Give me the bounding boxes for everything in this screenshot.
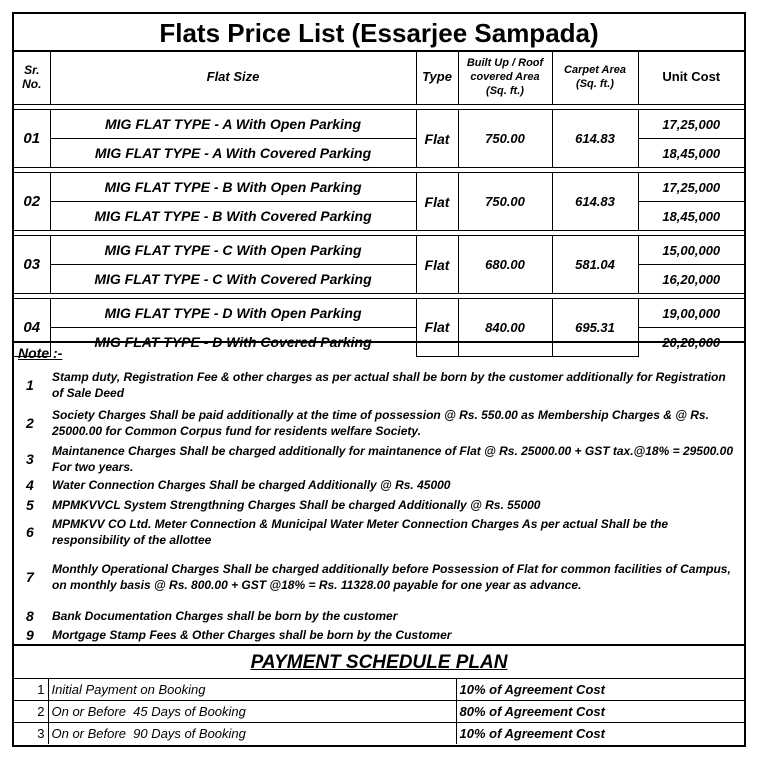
note-number: 2	[26, 415, 34, 431]
table-row	[14, 173, 744, 202]
note-text: Society Charges Shall be paid additionally at the time of possession @ Rs. 550.00 as Membership Charges & @ Rs. 25000.00 for Common Corpus fund for residents welfare Society.	[52, 408, 709, 438]
table-row	[14, 236, 744, 265]
flat-type: Flat	[416, 299, 458, 357]
payment-number: 1	[14, 679, 48, 701]
header-built-up: Built Up / Roof covered Area (Sq. ft.)	[458, 50, 552, 105]
flat-size: MIG FLAT TYPE - A With Open Parking	[50, 110, 416, 139]
flat-type: Flat	[416, 236, 458, 294]
flat-size: MIG FLAT TYPE - D With Covered Parking	[50, 328, 416, 357]
table-row	[14, 679, 744, 701]
header-type: Type	[416, 50, 458, 105]
note-number: 3	[26, 451, 34, 467]
unit-cost: 19,00,000	[638, 299, 744, 328]
unit-cost: 17,25,000	[638, 173, 744, 202]
carpet-area: 695.31	[552, 299, 638, 357]
note-text: MPMKVVCL System Strengthning Charges Shall be charged Additionally @ Rs. 55000	[52, 498, 541, 512]
flat-size: MIG FLAT TYPE - A With Covered Parking	[50, 139, 416, 168]
table-row	[14, 299, 744, 328]
price-table-header	[14, 50, 744, 105]
unit-cost: 15,00,000	[638, 236, 744, 265]
note-number: 4	[26, 477, 34, 493]
payment-amount: 80% of Agreement Cost	[456, 701, 744, 723]
note-number: 9	[26, 627, 34, 643]
header-sr: Sr. No.	[14, 50, 50, 105]
flat-size: MIG FLAT TYPE - D With Open Parking	[50, 299, 416, 328]
note-text: Bank Documentation Charges shall be born by the customer	[52, 609, 398, 623]
sr-no: 03	[14, 236, 50, 294]
note-number: 7	[26, 569, 34, 585]
payment-schedule-title: PAYMENT SCHEDULE PLAN	[14, 646, 744, 679]
sr-no: 02	[14, 173, 50, 231]
payment-amount: 10% of Agreement Cost	[456, 679, 744, 701]
carpet-area: 614.83	[552, 173, 638, 231]
table-row	[14, 701, 744, 723]
flat-size: MIG FLAT TYPE - B With Open Parking	[50, 173, 416, 202]
note-text: Maintanence Charges Shall be charged additionally for maintanence of Flat @ Rs. 25000.00 + GST tax.@18% = 29500.00 For two years.	[52, 444, 733, 474]
header-unit-cost: Unit Cost	[638, 50, 744, 105]
unit-cost: 18,45,000	[638, 139, 744, 168]
payment-stage: On or Before 90 Days of Booking	[48, 723, 456, 745]
price-table	[14, 50, 744, 357]
table-row	[14, 723, 744, 745]
notes-heading: Note :-	[18, 345, 63, 361]
unit-cost: 18,45,000	[638, 202, 744, 231]
built-up-area: 840.00	[458, 299, 552, 357]
payment-number: 2	[14, 701, 48, 723]
flat-size: MIG FLAT TYPE - C With Open Parking	[50, 236, 416, 265]
sr-no: 04	[14, 299, 50, 357]
note-text: MPMKVV CO Ltd. Meter Connection & Municipal Water Meter Connection Charges As per actual Shall be the responsibility of the allottee	[52, 517, 669, 547]
note-number: 8	[26, 608, 34, 624]
notes-section	[14, 341, 744, 646]
note-text: Water Connection Charges Shall be charged Additionally @ Rs. 45000	[52, 478, 451, 492]
flat-size: MIG FLAT TYPE - C With Covered Parking	[50, 265, 416, 294]
unit-cost: 17,25,000	[638, 110, 744, 139]
carpet-area: 614.83	[552, 110, 638, 168]
unit-cost: 20,20,000	[638, 328, 744, 357]
payment-number: 3	[14, 723, 48, 745]
flat-type: Flat	[416, 173, 458, 231]
payment-table	[14, 679, 744, 744]
price-list-sheet	[12, 12, 746, 747]
flat-type: Flat	[416, 110, 458, 168]
note-number: 6	[26, 524, 34, 540]
note-number: 1	[26, 377, 34, 393]
table-row	[14, 110, 744, 139]
carpet-area: 581.04	[552, 236, 638, 294]
note-text: Mortgage Stamp Fees & Other Charges shall be born by the Customer	[52, 628, 452, 642]
note-number: 5	[26, 497, 34, 513]
built-up-area: 680.00	[458, 236, 552, 294]
built-up-area: 750.00	[458, 110, 552, 168]
unit-cost: 16,20,000	[638, 265, 744, 294]
note-text: Stamp duty, Registration Fee & other charges as per actual shall be born by the customer additionally for Registration of Sale Deed	[52, 370, 726, 400]
sr-no: 01	[14, 110, 50, 168]
note-text: Monthly Operational Charges Shall be charged additionally before Possession of Flat for common facilities of Campus, on monthly basis @ Rs. 800.00 + GST @18% = Rs. 11328.00 payable for one year as advance.	[52, 562, 731, 592]
header-carpet: Carpet Area (Sq. ft.)	[552, 50, 638, 105]
payment-stage: Initial Payment on Booking	[48, 679, 456, 701]
flat-size: MIG FLAT TYPE - B With Covered Parking	[50, 202, 416, 231]
payment-amount: 10% of Agreement Cost	[456, 723, 744, 745]
header-flat-size: Flat Size	[50, 50, 416, 105]
built-up-area: 750.00	[458, 173, 552, 231]
payment-stage: On or Before 45 Days of Booking	[48, 701, 456, 723]
page-title: Flats Price List (Essarjee Sampada)	[14, 14, 744, 52]
